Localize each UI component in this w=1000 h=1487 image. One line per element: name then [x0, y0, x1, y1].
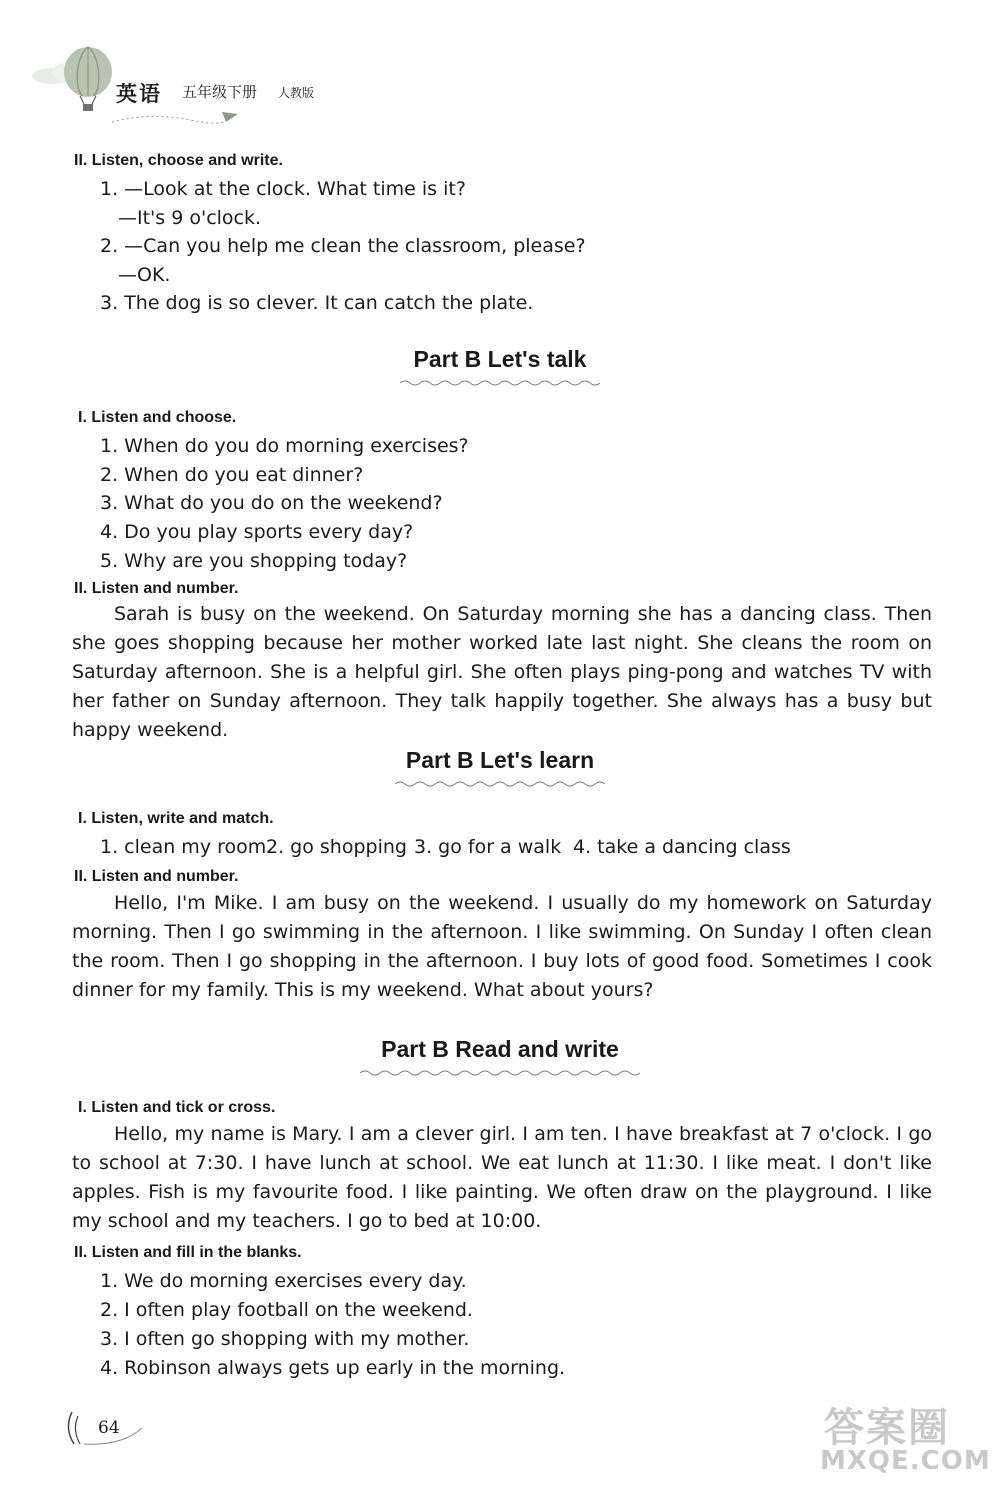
text-line: 4. Robinson always gets up early in the morning.	[100, 1357, 566, 1379]
text-line: 4. Do you play sports every day?	[100, 521, 414, 543]
part-title-text: Part B Let's learn	[405, 747, 595, 773]
hot-air-balloon-icon	[60, 46, 116, 116]
paragraph-text: Sarah is busy on the weekend. On Saturday morning she has a dancing class. Then she goes shopping because her mother worked late last night. She cleans the room on Saturday afternoon. She is a helpful girl. She often plays ping-pong and watches TV with her father on Sunday afternoon. They talk happily together. She always has a busy but happy weekend.	[72, 603, 932, 741]
wavy-underline	[395, 780, 605, 788]
text-line: —It's 9 o'clock.	[118, 207, 262, 229]
text-line: 3. What do you do on the weekend?	[100, 492, 443, 514]
paragraph-text: Hello, I'm Mike. I am busy on the weekend. I usually do my homework on Saturday morning. Then I go swimming in the afternoon. I like swimming. On Sunday I often clean the room. Then I go shopping in the afternoon. I buy lots of good food. Sometimes I cook dinner for my family. This is my weekend. What about yours?	[72, 892, 932, 1001]
paragraph-text: Hello, my name is Mary. I am a clever girl. I am ten. I have breakfast at 7 o'clock. I go to school at 7:30. I have lunch at school. We eat lunch at 11:30. I like meat. I don't like apples. Fish is my favourite food. I like painting. We often draw on the playground. I like my school and my teachers. I go to bed at 10:00.	[72, 1123, 932, 1232]
part-title-lets-talk	[0, 346, 1000, 387]
edition-label: 人教版	[278, 86, 315, 100]
text-line: 2. —Can you help me clean the classroom, please?	[100, 235, 586, 257]
section-heading: II. Listen and number.	[74, 580, 239, 597]
text-line: 2. I often play football on the weekend.	[100, 1299, 473, 1321]
grade-label: 五年级下册	[182, 83, 258, 101]
watermark-text: 答案圈	[824, 1405, 950, 1451]
text-line: 1. When do you do morning exercises?	[100, 435, 469, 457]
wavy-underline	[400, 379, 600, 387]
watermark	[818, 1396, 998, 1486]
subject-label: 英语	[116, 82, 162, 106]
text-line: 3. go for a walk	[414, 836, 562, 858]
section-heading: I. Listen and choose.	[78, 409, 237, 426]
part-title-text: Part B Read and write	[381, 1036, 619, 1062]
section-heading: II. Listen and number.	[74, 868, 239, 885]
text-line: 3. The dog is so clever. It can catch the plate.	[100, 292, 534, 314]
page-number: 64	[98, 1418, 120, 1438]
text-line: 1. We do morning exercises every day.	[100, 1270, 467, 1292]
text-line: 5. Why are you shopping today?	[100, 550, 408, 572]
paragraph	[72, 600, 932, 745]
part-title-read-and-write	[0, 1036, 1000, 1077]
page-header	[30, 38, 350, 128]
section-heading: I. Listen, write and match.	[78, 810, 274, 827]
text-line: 4. take a dancing class	[573, 836, 791, 858]
paragraph	[72, 889, 932, 1005]
watermark-url: MXQE.COM	[820, 1446, 991, 1476]
text-line: 1. clean my room	[100, 836, 267, 858]
wavy-underline	[360, 1069, 640, 1077]
text-line: 2. go shopping	[266, 836, 407, 858]
part-title-lets-learn	[0, 747, 1000, 788]
text-line: 2. When do you eat dinner?	[100, 464, 364, 486]
section-heading: II. Listen and fill in the blanks.	[74, 1244, 302, 1261]
paper-plane-icon	[110, 108, 240, 128]
part-title-text: Part B Let's talk	[413, 346, 587, 372]
text-line: 3. I often go shopping with my mother.	[100, 1328, 470, 1350]
text-line: —OK.	[118, 264, 171, 286]
text-line: 1. —Look at the clock. What time is it?	[100, 178, 466, 200]
paragraph	[72, 1120, 932, 1236]
section-heading: II. Listen, choose and write.	[74, 152, 283, 169]
section-heading: I. Listen and tick or cross.	[78, 1099, 276, 1116]
